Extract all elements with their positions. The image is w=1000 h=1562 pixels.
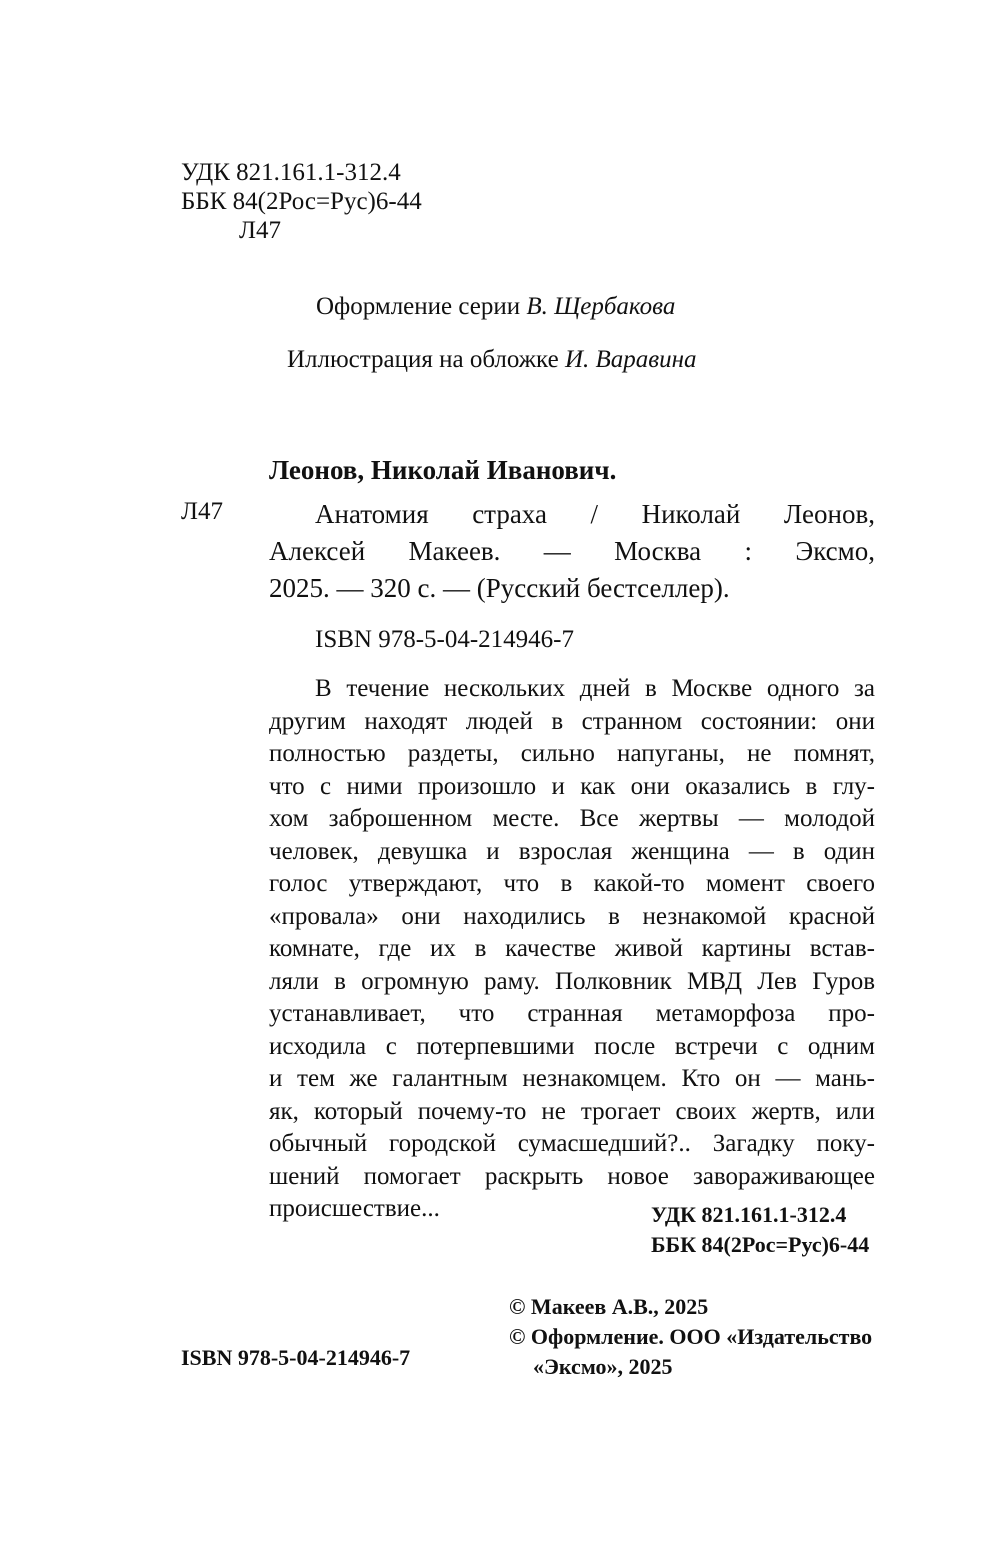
catalog-cutter-code: Л47 bbox=[181, 498, 223, 525]
annotation-line: В течение нескольких дней в Москве одного за bbox=[315, 675, 875, 702]
catalog-author-heading: Леонов, Николай Иванович. bbox=[269, 455, 617, 485]
udk-code: УДК 821.161.1-312.4 bbox=[181, 159, 401, 186]
series-design-label: Оформление серии bbox=[316, 293, 527, 320]
udk-code-bottom: УДК 821.161.1-312.4 bbox=[651, 1202, 847, 1227]
annotation-line: что с ними произошло и как они оказались в глу- bbox=[269, 772, 875, 800]
catalog-description-line: Анатомия страха / Николай Леонов, bbox=[315, 499, 875, 529]
annotation-line: ляли в огромную раму. Полковник МВД Лев Гуров bbox=[269, 967, 875, 995]
annotation-line: другим находят людей в странном состоянии: они bbox=[269, 707, 875, 735]
catalog-isbn: ISBN 978-5-04-214946-7 bbox=[315, 626, 575, 653]
annotation-line: происшествие... bbox=[269, 1195, 440, 1222]
annotation-line: хом заброшенном месте. Все жертвы — молодой bbox=[269, 805, 875, 832]
annotation-line: голос утверждают, что в какой-то момент своего bbox=[269, 870, 875, 897]
annotation-line: «провала» они находились в незнакомой красной bbox=[269, 902, 875, 930]
catalog-description bbox=[269, 496, 875, 607]
copyright-block bbox=[509, 1292, 872, 1382]
catalog-description-line: Алексей Макеев. — Москва : Эксмо, bbox=[269, 536, 875, 566]
catalog-description-line: 2025. — 320 с. — (Русский бестселлер). bbox=[269, 573, 730, 603]
annotation-line: человек, девушка и взрослая женщина — в один bbox=[269, 837, 875, 865]
annotation-line: обычный городской сумасшедший?.. Загадку поку- bbox=[269, 1130, 875, 1157]
annotation-line: шений помогает раскрыть новое завораживающее bbox=[269, 1162, 875, 1190]
annotation-line: и тем же галантным незнакомцем. Кто он — мань- bbox=[269, 1065, 875, 1092]
classification-codes-bottom bbox=[651, 1200, 869, 1260]
copyright-design: © Оформление. ООО «Издательство bbox=[509, 1324, 873, 1349]
bbk-code-bottom: ББК 84(2Рос=Рус)6-44 bbox=[651, 1232, 870, 1257]
copyright-design-continued: «Эксмо», 2025 bbox=[533, 1354, 673, 1379]
copyright-author: © Макеев А.В., 2025 bbox=[509, 1294, 709, 1319]
annotation-line: комнате, где их в качестве живой картины встав- bbox=[269, 935, 875, 962]
author-cutter-code: Л47 bbox=[239, 217, 281, 244]
series-design-credit bbox=[316, 292, 675, 322]
annotation-line: як, который почему-то не трогает своих жертв, или bbox=[269, 1097, 875, 1125]
book-annotation bbox=[269, 673, 875, 1226]
series-designer-name: В. Щербакова bbox=[526, 293, 676, 320]
classification-codes-top bbox=[181, 158, 422, 245]
annotation-line: устанавливает, что странная метаморфоза про- bbox=[269, 1000, 875, 1027]
cover-illustration-label: Иллюстрация на обложке bbox=[287, 346, 565, 373]
cover-illustration-credit bbox=[287, 345, 697, 375]
annotation-line: полностью раздеты, сильно напуганы, не помнят, bbox=[269, 740, 875, 767]
cover-illustrator-name: И. Варавина bbox=[564, 346, 697, 373]
isbn-bottom: ISBN 978-5-04-214946-7 bbox=[181, 1345, 411, 1370]
bbk-code: ББК 84(2Рос=Рус)6-44 bbox=[181, 188, 422, 215]
annotation-line: исходила с потерпевшими после встречи с одним bbox=[269, 1032, 875, 1060]
